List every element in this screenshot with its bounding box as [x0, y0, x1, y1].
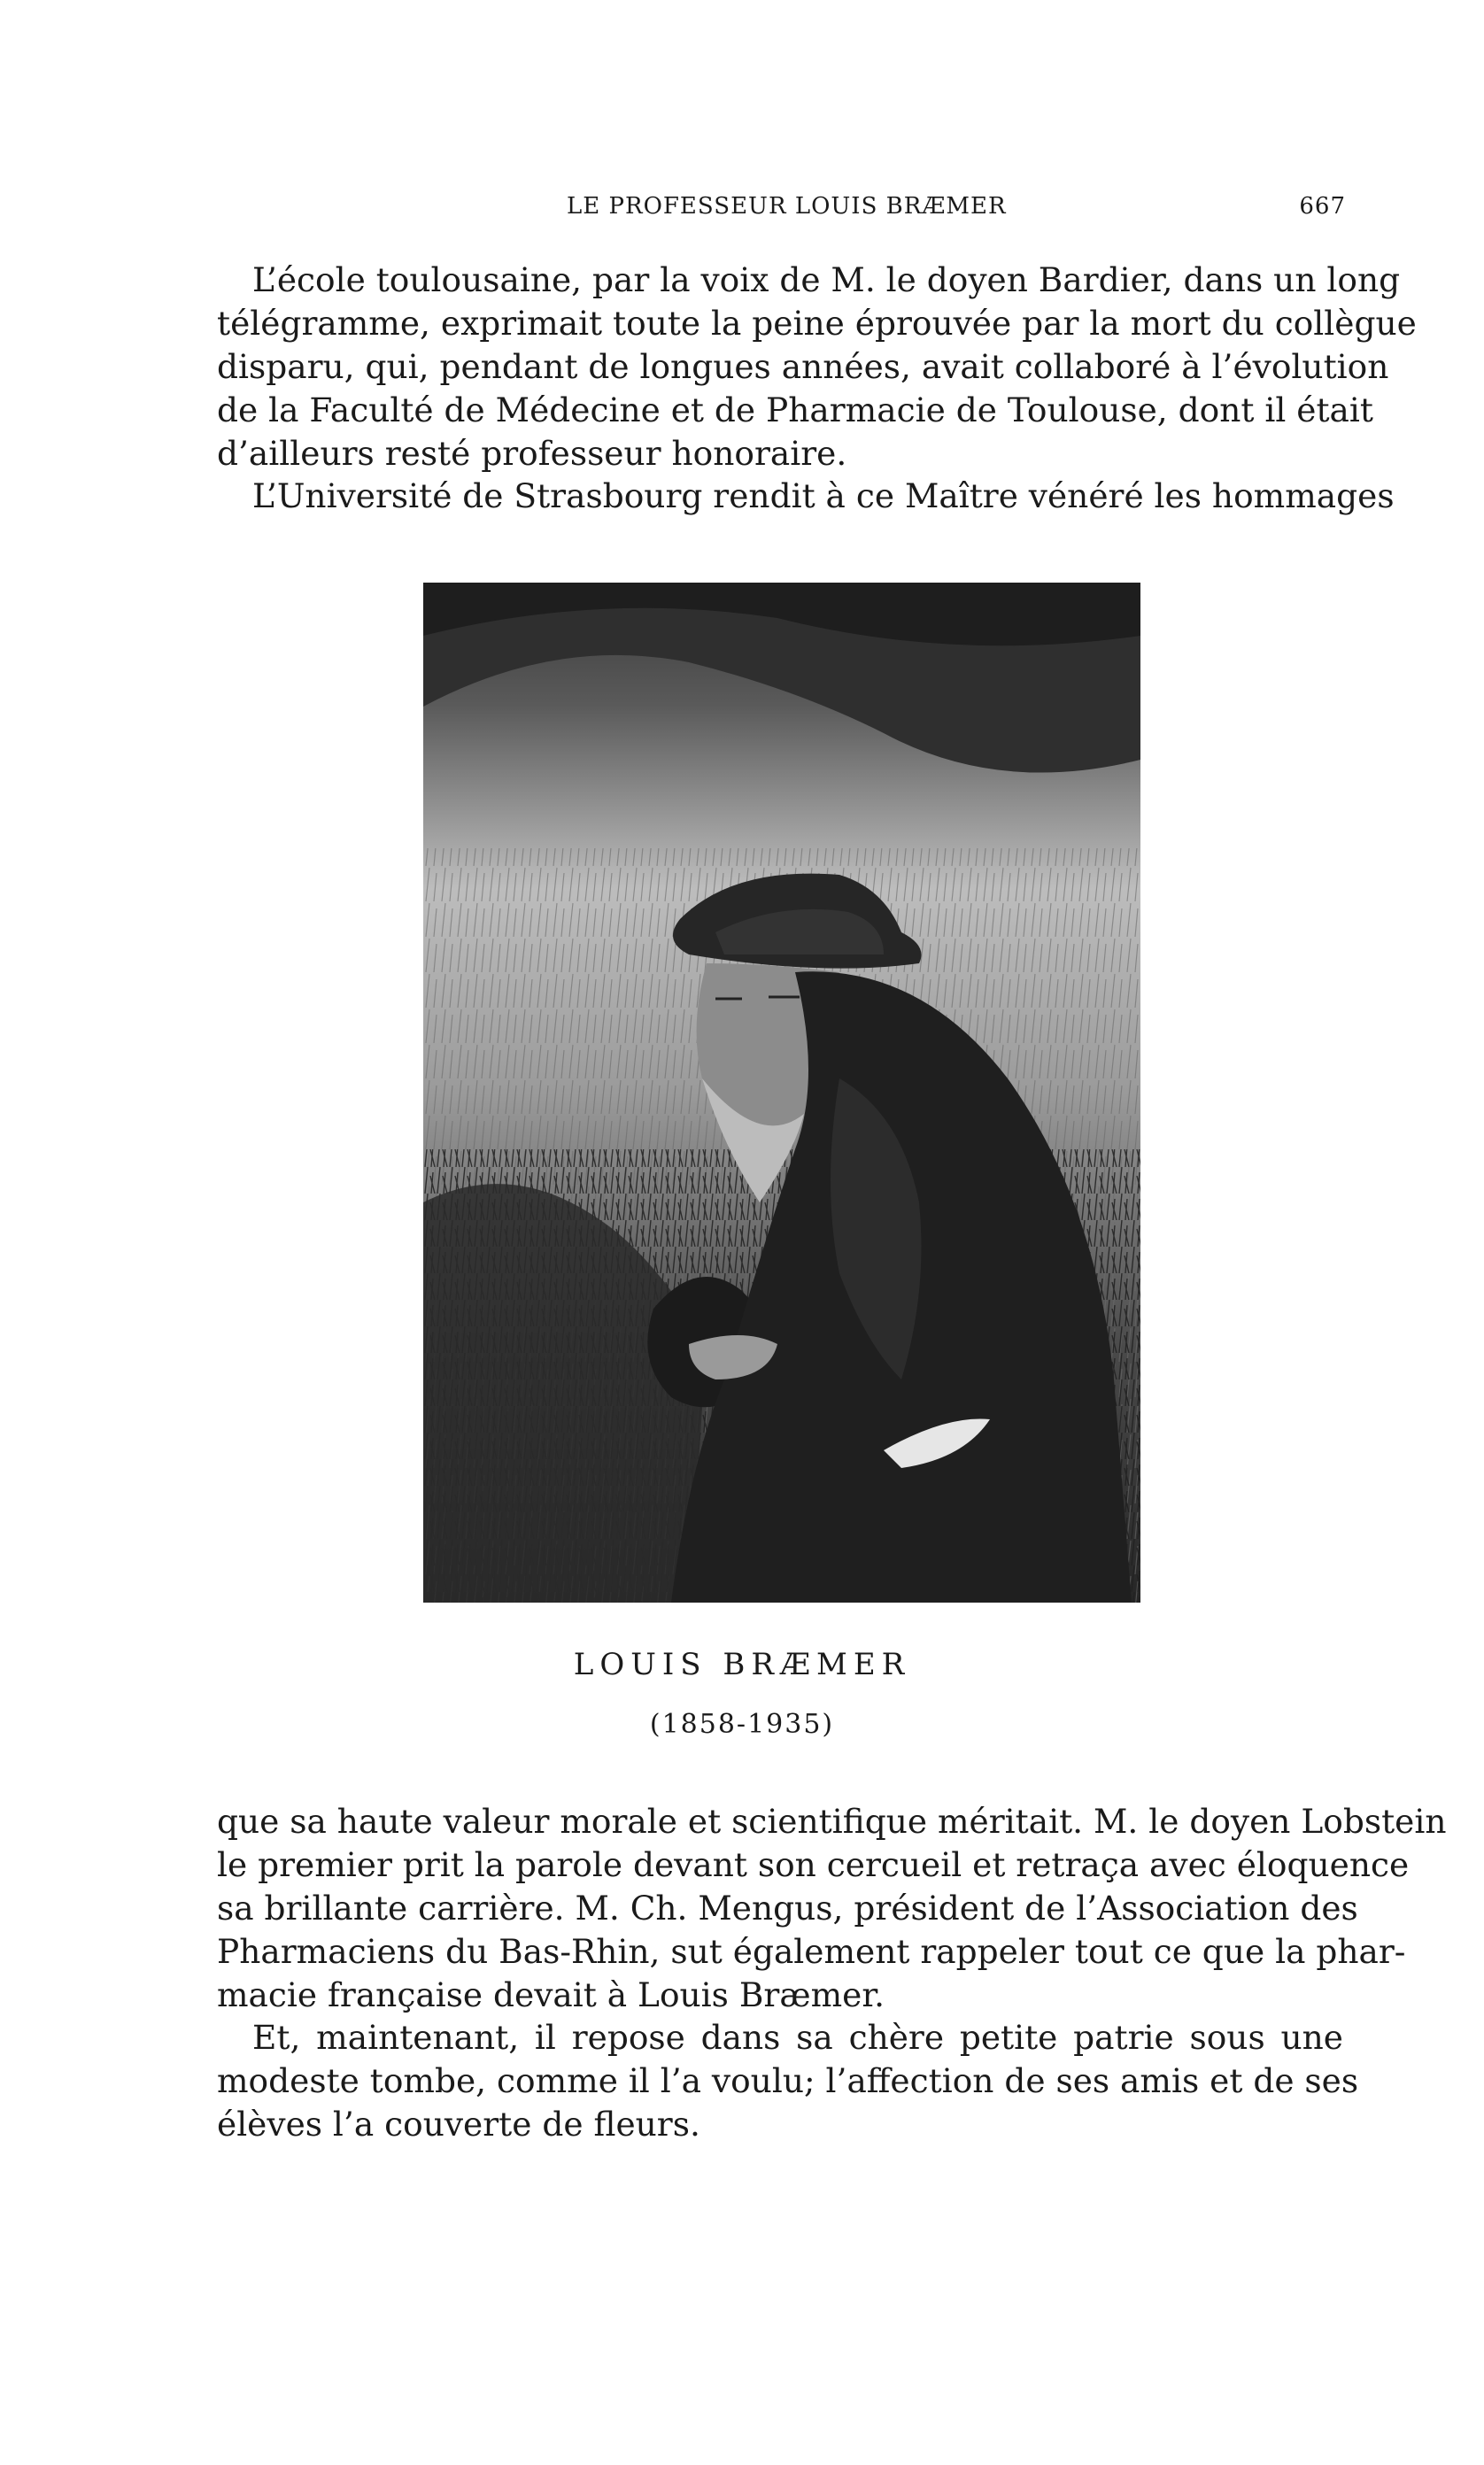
- text-line: Pharmaciens du Bas-Rhin, sut également rappeler tout ce que la phar-: [217, 1932, 1406, 1971]
- figure-caption-name: LOUIS BRÆMER: [573, 1647, 911, 1682]
- figure-caption-dates: (1858-1935): [649, 1709, 835, 1740]
- text-line: télégramme, exprimait toute la peine éprouvée par la mort du collègue: [217, 304, 1417, 343]
- text-line: d’ailleurs resté professeur honoraire.: [217, 434, 847, 473]
- text-line: Et, maintenant, il repose dans sa chère petite patrie sous une: [252, 2018, 1343, 2057]
- text-line: de la Faculté de Médecine et de Pharmacie de Toulouse, dont il était: [217, 390, 1373, 429]
- running-header: [0, 193, 1484, 228]
- text-line: que sa haute valeur morale et scientifique méritait. M. le doyen Lobstein: [217, 1802, 1447, 1841]
- paragraph-lobstein: [217, 1800, 1447, 2017]
- text-line: L’Université de Strasbourg rendit à ce Maître vénéré les hommages: [252, 476, 1395, 515]
- text-line: L’école toulousaine, par la voix de M. le doyen Bardier, dans un long: [252, 260, 1401, 299]
- portrait-photograph: [423, 583, 1140, 1603]
- text-line: le premier prit la parole devant son cercueil et retraça avec éloquence: [217, 1845, 1410, 1884]
- paragraph-closing: [217, 2016, 1359, 2146]
- text-line: sa brillante carrière. M. Ch. Mengus, président de l’Association des: [217, 1889, 1358, 1928]
- page-number: 667: [1299, 193, 1346, 220]
- text-line: élèves l’a couverte de fleurs.: [217, 2105, 700, 2144]
- paragraph-university: [217, 475, 1395, 518]
- text-line: macie française devait à Louis Bræmer.: [217, 1975, 885, 2014]
- text-line: disparu, qui, pendant de longues années, avait collaboré à l’évolution: [217, 347, 1389, 386]
- paragraph-telegram: [217, 259, 1417, 475]
- running-title: LE PROFESSEUR LOUIS BRÆMER: [567, 193, 1007, 220]
- text-line: modeste tombe, comme il l’a voulu; l’affection de ses amis et de ses: [217, 2061, 1359, 2100]
